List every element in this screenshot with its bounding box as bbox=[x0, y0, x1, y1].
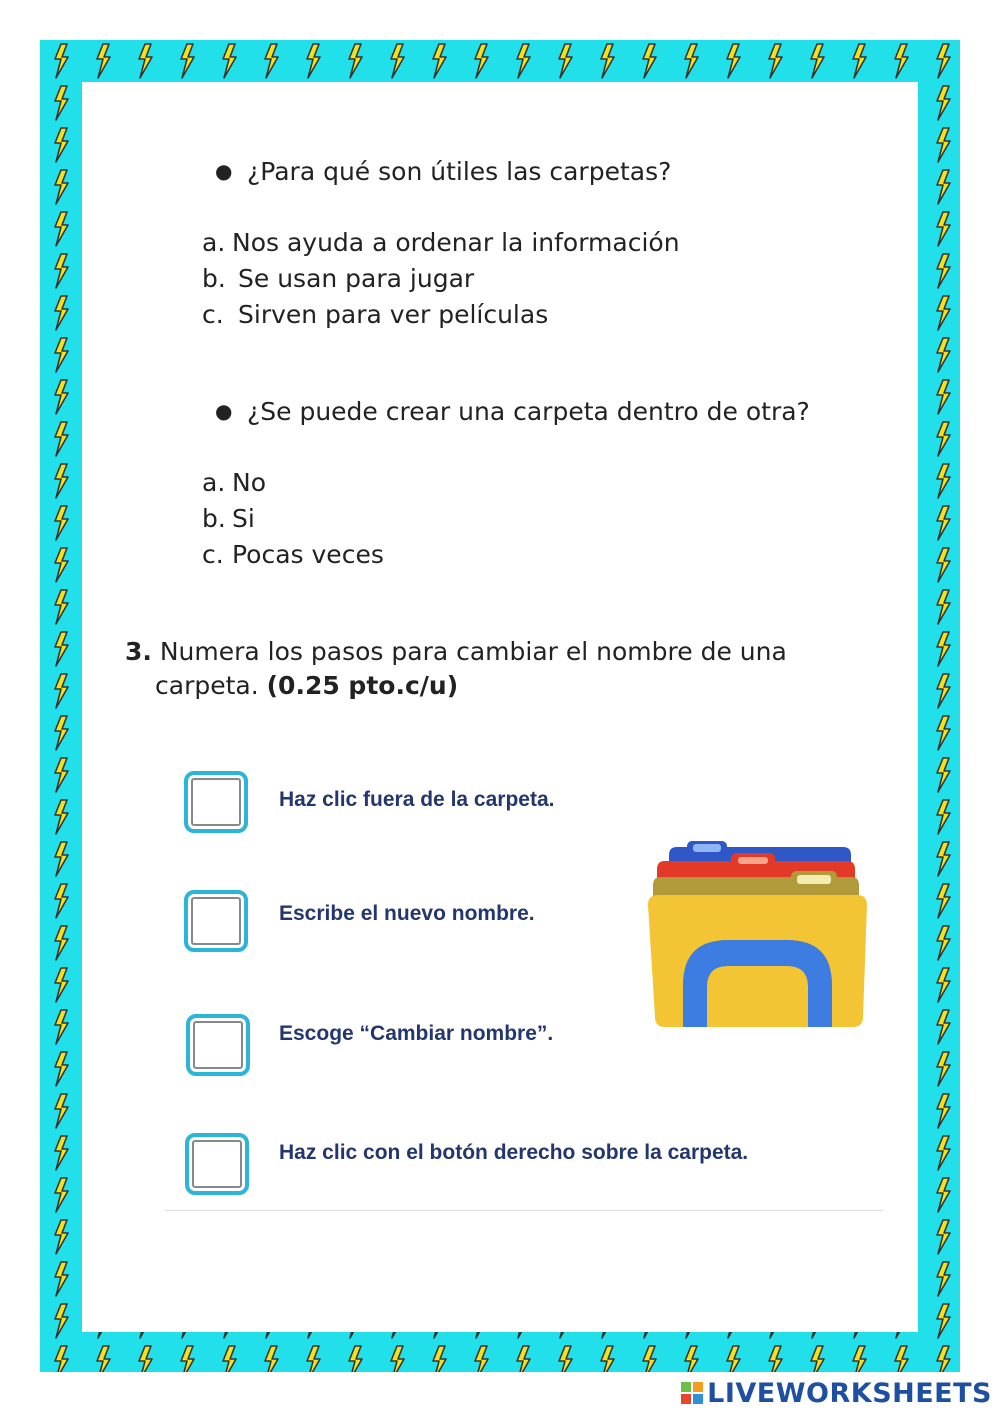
task-points: (0.25 pto.c/u) bbox=[266, 671, 459, 700]
question-1-option-c[interactable]: c. Sirven para ver películas bbox=[202, 300, 549, 329]
question-1-text: ¿Para qué son útiles las carpetas? bbox=[247, 157, 672, 186]
question-2 bbox=[215, 397, 810, 427]
bullet-icon: ● bbox=[215, 159, 233, 183]
step-1-number-box[interactable] bbox=[184, 771, 248, 833]
brand-name: LIVEWORKSHEETS bbox=[707, 1377, 992, 1409]
liveworksheets-logo-icon bbox=[681, 1382, 703, 1404]
step-2-number-box[interactable] bbox=[184, 890, 248, 952]
bullet-icon: ● bbox=[215, 399, 233, 423]
liveworksheets-footer bbox=[681, 1376, 992, 1410]
question-2-text: ¿Se puede crear una carpeta dentro de otra? bbox=[247, 397, 810, 426]
task-line-1: Numera los pasos para cambiar el nombre de una bbox=[159, 637, 787, 666]
task-number: 3. bbox=[125, 637, 152, 666]
question-1-option-a[interactable]: a. Nos ayuda a ordenar la información bbox=[202, 228, 680, 257]
step-1-text: Haz clic fuera de la carpeta. bbox=[279, 788, 555, 811]
task-3 bbox=[125, 635, 787, 703]
step-2-text: Escribe el nuevo nombre. bbox=[279, 902, 535, 925]
question-2-option-a[interactable]: a. No bbox=[202, 468, 266, 497]
question-1 bbox=[215, 157, 671, 187]
folder-icon bbox=[645, 835, 870, 1030]
step-4-number-box[interactable] bbox=[185, 1133, 249, 1195]
task-line-2: carpeta. bbox=[155, 671, 259, 700]
step-3-text: Escoge “Cambiar nombre”. bbox=[279, 1022, 554, 1045]
question-2-option-b[interactable]: b. Si bbox=[202, 504, 255, 533]
question-1-option-b[interactable]: b. Se usan para jugar bbox=[202, 264, 475, 293]
step-4-text: Haz clic con el botón derecho sobre la carpeta. bbox=[279, 1141, 749, 1164]
step-3-number-box[interactable] bbox=[186, 1014, 250, 1076]
question-2-option-c[interactable]: c. Pocas veces bbox=[202, 540, 384, 569]
